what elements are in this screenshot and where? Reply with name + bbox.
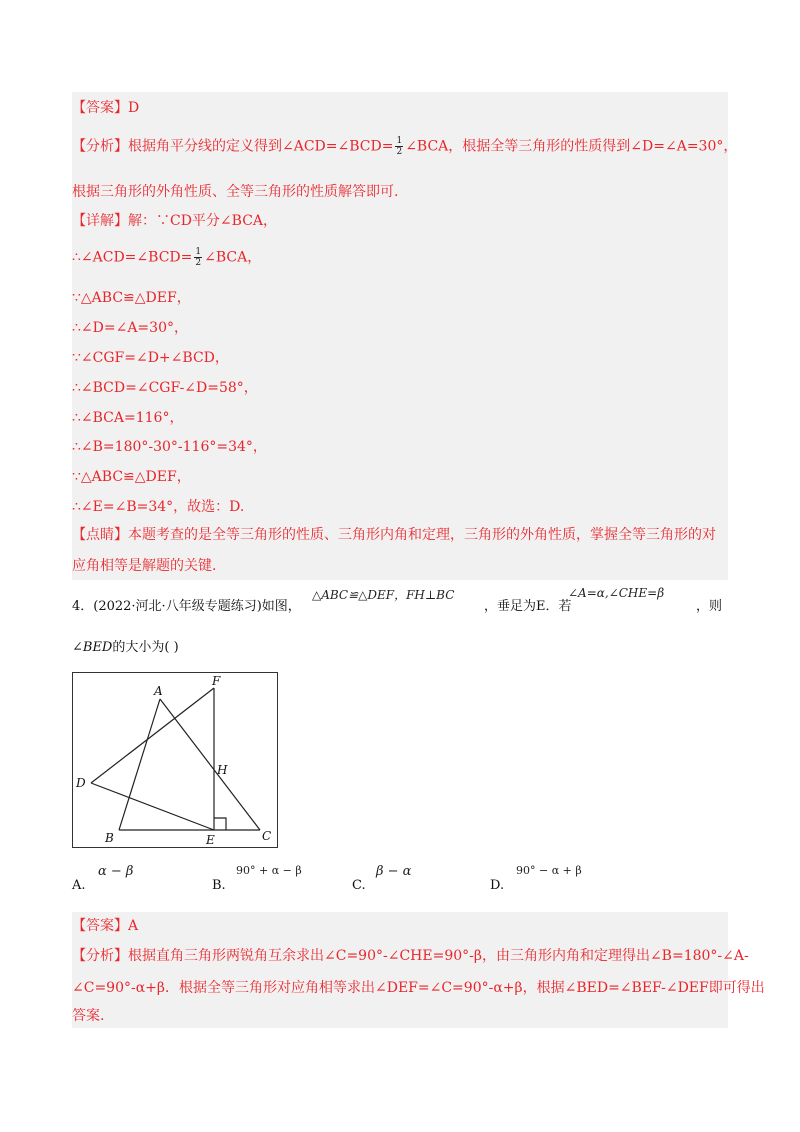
analysis2-label: 【分析】	[72, 948, 128, 964]
fraction-half: $\frac{1}{2}$	[396, 136, 403, 157]
option-b-letter[interactable]: B.	[212, 878, 226, 893]
option-b-math: 90° + α − β	[236, 864, 302, 877]
analysis-label: 【分析】	[72, 138, 128, 155]
question-line-2	[72, 638, 179, 658]
comment-text-a: 本题考查的是全等三角形的性质、三角形内角和定理，三角形的外角性质，掌握全等三角形的对	[128, 527, 716, 543]
detail-text-0: 解：∵CD平分∠BCA，	[128, 213, 278, 229]
label-d: D	[76, 776, 86, 790]
detail-line-9: ∴∠E=∠B=34°，故选：D.	[72, 499, 245, 515]
detail-line-8: ∵△ABC≌△DEF，	[72, 469, 191, 485]
answer-panel-2	[72, 912, 728, 1028]
question-math-angles: ∠A=α,∠CHE=β	[568, 586, 665, 600]
analysis2-line-1	[72, 946, 749, 966]
analysis2-text-1: 根据直角三角形两锐角互余求出∠C=90°-∠CHE=90°-β，由三角形内角和定理得出∠B=180°-∠A-	[128, 948, 749, 964]
detail-text-1b: ∠BCA，	[204, 249, 262, 266]
analysis-text-b: ∠BCA，根据全等三角形的性质得到∠D=∠A=30°，	[405, 138, 738, 155]
fraction-half-2: $\frac{1}{2}$	[195, 247, 202, 268]
detail-line-5: ∴∠BCD=∠CGF-∠D=58°，	[72, 380, 258, 396]
answer-line-1: 【答案】D	[72, 100, 140, 116]
option-a-letter[interactable]: A.	[72, 878, 86, 893]
detail-line-6: ∴∠BCA=116°，	[72, 410, 184, 426]
detail-line-4: ∵∠CGF=∠D+∠BCD，	[72, 350, 229, 366]
label-f: F	[212, 674, 221, 688]
option-c-letter[interactable]: C.	[352, 878, 366, 893]
comment-line-1	[72, 525, 716, 545]
detail-line-0	[72, 211, 277, 231]
question-mid: ，垂足为E．若	[484, 599, 572, 614]
question-angle-bed: ∠BED	[72, 640, 113, 655]
comment-line-2: 应角相等是解题的关键.	[72, 558, 217, 574]
detail-line-3: ∴∠D=∠A=30°，	[72, 320, 188, 336]
question-line2-text: 的大小为( )	[112, 640, 179, 655]
analysis2-line-2: ∠C=90°-α+β．根据全等三角形对应角相等求出∠DEF=∠C=90°-α+β，根据∠BED=∠BEF-∠DEF即可得出	[72, 980, 765, 996]
detail-line-1	[72, 247, 261, 268]
question-prefix: 4．(2022·河北·八年级专题练习)如图，	[72, 599, 301, 614]
detail-text-1a: ∴∠ACD=∠BCD=	[72, 249, 193, 266]
detail-label: 【详解】	[72, 213, 128, 229]
option-a-math: α − β	[98, 864, 134, 879]
detail-line-7: ∴∠B=180°-30°-116°=34°，	[72, 439, 267, 455]
label-b: B	[105, 831, 114, 845]
label-a: A	[154, 684, 163, 698]
label-e: E	[206, 833, 215, 847]
question-suffix: ，则	[696, 599, 723, 614]
analysis-text-a: 根据角平分线的定义得到∠ACD=∠BCD=	[128, 138, 394, 155]
label-h: H	[217, 763, 228, 777]
option-d-math: 90° − α + β	[516, 864, 582, 877]
analysis-line-1	[72, 136, 737, 157]
option-d-letter[interactable]: D.	[490, 878, 505, 893]
option-c-math: β − α	[376, 864, 412, 879]
analysis-line-2: 根据三角形的外角性质、全等三角形的性质解答即可.	[72, 184, 399, 200]
comment-label: 【点睛】	[72, 527, 128, 543]
analysis2-line-3: 答案.	[72, 1008, 105, 1024]
answer-line-2: 【答案】A	[72, 918, 139, 934]
detail-line-2: ∵△ABC≌△DEF，	[72, 290, 191, 306]
geometry-figure	[72, 672, 278, 848]
question-math-congruence: △ABC≌△DEF，FH⊥BC	[312, 588, 455, 602]
label-c: C	[262, 829, 272, 843]
